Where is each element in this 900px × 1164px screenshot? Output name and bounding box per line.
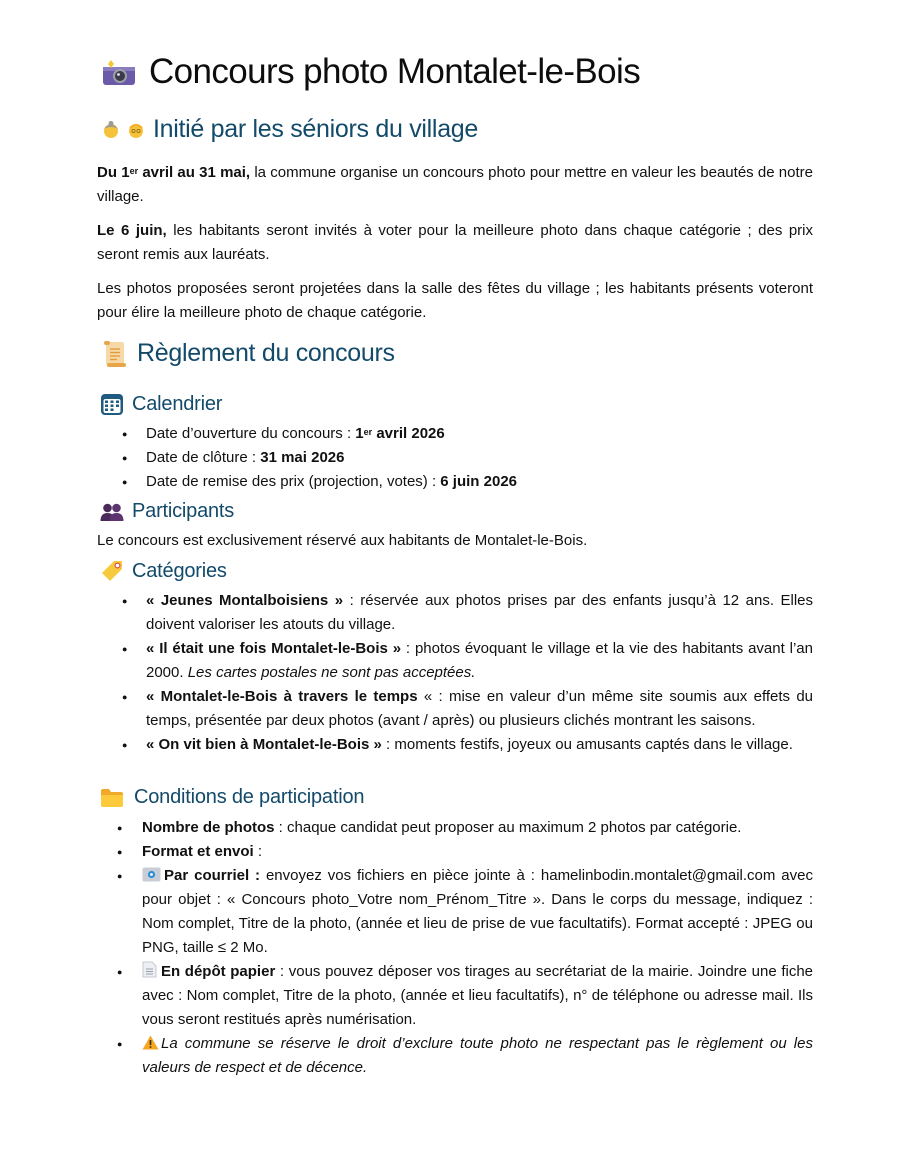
category-item: ● « Jeunes Montalboisiens » : réservée aux photos prises par des enfants jusqu’à 12 ans. Elles doivent valoriser les atouts du village. <box>97 589 813 637</box>
conditions-list <box>97 816 813 1080</box>
reglement-heading <box>101 339 395 368</box>
page-title <box>101 52 640 92</box>
conditions-heading-text: Conditions de participation <box>134 786 365 808</box>
subtitle-text: Initié par les séniors du village <box>153 115 479 143</box>
categories-heading-text: Catégories <box>132 559 227 582</box>
old-woman-icon <box>101 120 121 140</box>
categories-list <box>97 589 813 757</box>
category-item: ● « Il était une fois Montalet-le-Bois » : photos évoquant le village et la vie des habitants avant l’an 2000. Les cartes postales ne sont pas acceptées. <box>97 637 813 685</box>
closing-date: 31 mai 2026 <box>260 449 345 466</box>
category-item: ● « Montalet-le-Bois à travers le temps « : mise en valeur d’un même site soumis aux effets du temps, présentée par deux photos (avant / après) ou plusieurs clichés montrant les saisons. <box>97 685 813 733</box>
calendrier-item-opening: ● Date d’ouverture du concours : 1er avril 2026 <box>97 422 813 446</box>
participants-heading <box>100 500 234 523</box>
intro-paragraph-1: Du 1er avril au 31 mai, la commune organise un concours photo pour mettre en valeur les beautés de notre village. <box>97 164 813 205</box>
conditions-heading <box>100 786 364 809</box>
category-item: ● « On vit bien à Montalet-le-Bois » : moments festifs, joyeux ou amusants captés dans le village. <box>97 733 813 757</box>
categories-heading <box>100 559 227 583</box>
calendar-icon <box>100 392 124 416</box>
label-tag-icon <box>100 559 124 583</box>
document-icon <box>142 961 157 978</box>
condition-item: ● Format et envoi : <box>97 840 813 864</box>
calendrier-item-closing: ● Date de clôture : 31 mai 2026 <box>97 446 813 470</box>
old-man-icon <box>126 120 146 140</box>
warning-icon <box>142 1035 159 1050</box>
opening-date: 1er avril 2026 <box>355 425 445 442</box>
calendrier-heading <box>100 392 222 416</box>
page-title-text: Concours photo Montalet-le-Bois <box>149 52 641 91</box>
awards-date: 6 juin 2026 <box>440 473 518 490</box>
condition-item-warning: ● La commune se réserve le droit d’exclure toute photo ne respectant pas le règlement ou les valeurs de respect et de décence. <box>97 1032 813 1080</box>
camera-flash-icon <box>101 58 137 86</box>
calendrier-heading-text: Calendrier <box>132 392 223 415</box>
intro-paragraph-3: Les photos proposées seront projetées dans la salle des fêtes du village ; les habitants présents voteront pour élire la meilleure photo de chaque catégorie. <box>97 280 813 321</box>
condition-item: ● Nombre de photos : chaque candidat peut proposer au maximum 2 photos par catégorie. <box>97 816 813 840</box>
calendrier-item-awards: ● Date de remise des prix (projection, votes) : 6 juin 2026 <box>97 470 813 494</box>
participants-text: Le concours est exclusivement réservé aux habitants de Montalet-le-Bois. <box>97 532 588 549</box>
reglement-heading-text: Règlement du concours <box>137 339 395 367</box>
condition-item-email: ● Par courriel : envoyez vos fichiers en pièce jointe à : hamelinbodin.montalet@gmail.com avec pour objet : « Concours photo_Votre nom_Prénom_Titre ». Dans le corps du message, indiquez : Nom complet, Titre de la photo, (année et lieu de prise de vue facultatifs). Format accepté : JPEG ou PNG, taille ≤ 2 Mo. <box>97 864 813 960</box>
intro-paragraph-2: Le 6 juin, les habitants seront invités à voter pour la meilleure photo dans chaque catégorie ; des prix seront remis aux lauréats. <box>97 222 814 263</box>
people-icon <box>100 502 124 522</box>
subtitle-heading <box>101 115 478 144</box>
participants-heading-text: Participants <box>132 500 235 522</box>
envelope-icon <box>142 867 161 882</box>
scroll-icon <box>101 340 127 368</box>
intro-dates: Du 1er avril au 31 mai, <box>97 164 251 181</box>
folder-icon <box>100 788 124 808</box>
intro-vote-date: Le 6 juin, <box>97 222 167 239</box>
calendrier-list <box>97 422 813 494</box>
condition-item-paper: ● En dépôt papier : vous pouvez déposer vos tirages au secrétariat de la mairie. Joindre une fiche avec : Nom complet, Titre de la photo, (année et lieu facultatifs), n° de téléphone ou adresse mail. Ils vous seront restitués après numérisation. <box>97 960 813 1032</box>
